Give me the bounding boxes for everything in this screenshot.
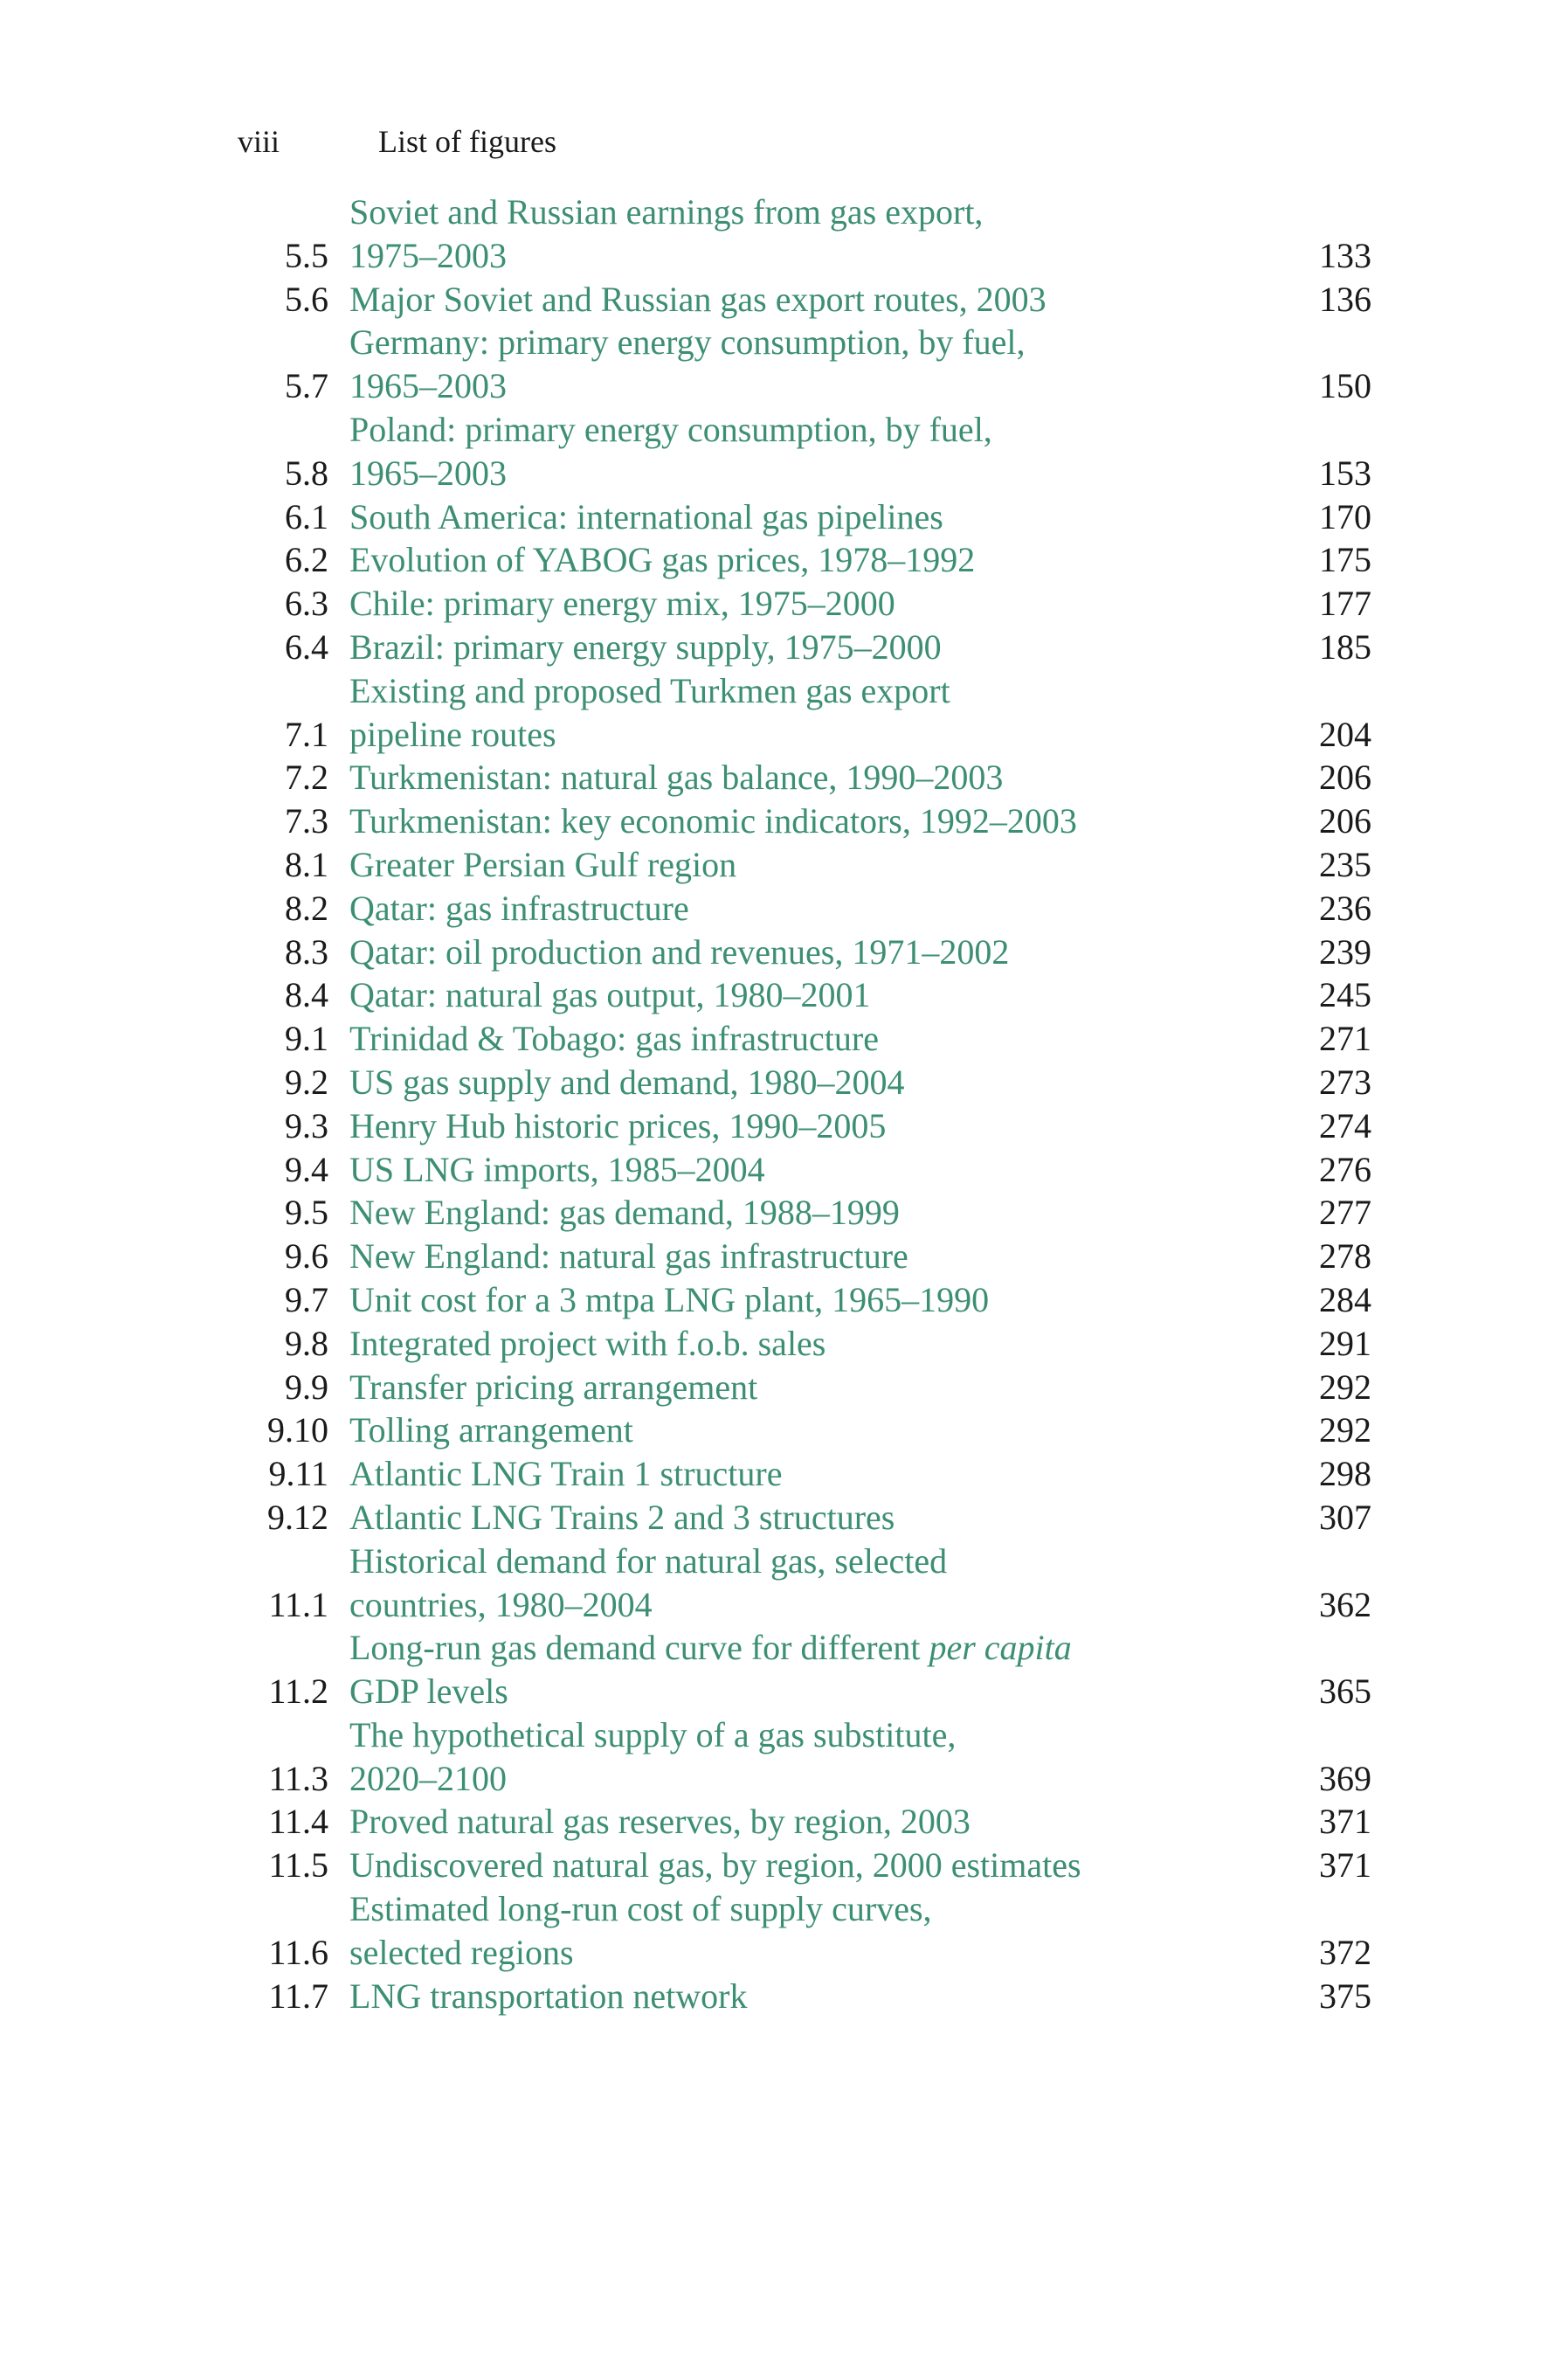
page-number: 185 (1319, 626, 1371, 667)
figure-title-line: Atlantic LNG Trains 2 and 3 structures (349, 1497, 895, 1537)
figure-number: 11.3 (268, 1758, 328, 1798)
page-number: 365 (1319, 1671, 1371, 1712)
figure-title-italic: per capita (929, 1628, 1072, 1668)
figure-entry[interactable] (201, 1235, 1371, 1278)
figure-title-line: Existing and proposed Turkmen gas export (349, 670, 950, 710)
figure-entry[interactable] (201, 495, 1371, 539)
figure-number: 9.4 (285, 1149, 328, 1189)
figure-number: 9.2 (285, 1062, 328, 1102)
figure-number: 7.2 (285, 758, 328, 798)
page-number: 136 (1319, 279, 1371, 319)
figure-title-line: Long-run gas demand curve for different (349, 1628, 921, 1668)
figure-title-link[interactable] (328, 887, 1171, 931)
figure-entry[interactable] (201, 843, 1371, 887)
figure-entry[interactable] (201, 1844, 1371, 1887)
list-of-figures (201, 190, 1371, 2017)
figure-title-link[interactable] (328, 1713, 1171, 1801)
figure-title-link[interactable] (328, 1452, 1171, 1496)
figure-number: 9.12 (267, 1497, 328, 1537)
figure-title-line: South America: international gas pipelines (349, 496, 943, 536)
figure-title-line: The hypothetical supply of a gas substitute, (349, 1714, 957, 1754)
figure-entry[interactable] (201, 626, 1371, 669)
figure-number: 11.7 (268, 1976, 328, 2016)
figure-title-line: US gas supply and demand, 1980–2004 (349, 1062, 905, 1102)
figure-number: 11.5 (268, 1845, 328, 1886)
figure-number: 5.8 (285, 453, 328, 493)
figure-title-continuation: 1965–2003 (349, 366, 507, 406)
page-number: 175 (1319, 540, 1371, 580)
figure-entry[interactable] (201, 1104, 1371, 1148)
figure-title-line: Poland: primary energy consumption, by fuel, (349, 409, 992, 449)
figure-number: 9.11 (268, 1454, 328, 1494)
figure-number: 9.7 (285, 1279, 328, 1319)
figure-title-link[interactable] (328, 1235, 1171, 1278)
figure-number: 9.1 (285, 1019, 328, 1059)
figure-number: 8.2 (285, 888, 328, 928)
page-number: 206 (1319, 758, 1371, 798)
figure-title-line: Germany: primary energy consumption, by fuel, (349, 322, 1026, 363)
figure-entry[interactable] (201, 1800, 1371, 1844)
page-number: 298 (1319, 1454, 1371, 1494)
page-number: 273 (1319, 1062, 1371, 1102)
figure-title-link[interactable] (328, 190, 1171, 278)
figure-entry[interactable] (201, 931, 1371, 974)
figure-title-line: Transfer pricing arrangement (349, 1367, 758, 1407)
figure-title-link[interactable] (328, 1017, 1171, 1061)
figure-title-line: Undiscovered natural gas, by region, 2000 estimates (349, 1845, 1081, 1886)
page-number: 235 (1319, 844, 1371, 884)
figure-title-line: Turkmenistan: natural gas balance, 1990–2003 (349, 758, 1004, 798)
figure-title-link[interactable] (328, 538, 1171, 582)
figure-entry[interactable] (201, 278, 1371, 322)
running-head (238, 122, 556, 161)
page-number: 372 (1319, 1932, 1371, 1972)
figure-title-link[interactable] (328, 626, 1171, 669)
figure-entry[interactable] (201, 1017, 1371, 1061)
figure-title-link[interactable] (328, 756, 1171, 799)
page-number: 204 (1319, 714, 1371, 754)
figure-title-line: Soviet and Russian earnings from gas export, (349, 192, 984, 232)
figure-number: 9.10 (267, 1410, 328, 1450)
figure-entry[interactable] (201, 321, 1371, 408)
figure-entry[interactable] (201, 1496, 1371, 1540)
figure-entry[interactable] (201, 1191, 1371, 1235)
page-number: 307 (1319, 1497, 1371, 1537)
figure-entry[interactable] (201, 1452, 1371, 1496)
figure-number: 11.4 (268, 1802, 328, 1842)
figure-title-link[interactable] (328, 1975, 1171, 2018)
figure-title-continuation: 1965–2003 (349, 453, 507, 493)
running-title: List of figures (378, 124, 556, 159)
figure-number: 7.1 (285, 714, 328, 754)
page-number: 278 (1319, 1236, 1371, 1277)
figure-title-line: LNG transportation network (349, 1976, 748, 2016)
figure-entry[interactable] (201, 1540, 1371, 1627)
page-number: 153 (1319, 453, 1371, 493)
figure-title-link[interactable] (328, 321, 1171, 408)
figure-number: 6.1 (285, 496, 328, 536)
figure-entry[interactable] (201, 756, 1371, 799)
figure-title-continuation: countries, 1980–2004 (349, 1584, 653, 1624)
page-number: 375 (1319, 1976, 1371, 2016)
figure-title-line: Atlantic LNG Train 1 structure (349, 1454, 783, 1494)
page-folio: viii (238, 124, 280, 159)
figure-title-link[interactable] (328, 1800, 1171, 1844)
figure-title-line: US LNG imports, 1985–2004 (349, 1149, 765, 1189)
figure-number: 9.6 (285, 1236, 328, 1277)
figure-number: 5.5 (285, 235, 328, 275)
page-number: 239 (1319, 931, 1371, 972)
figure-title-link[interactable] (328, 1887, 1171, 1975)
figure-entry[interactable] (201, 1322, 1371, 1366)
figure-number: 5.6 (285, 279, 328, 319)
figure-entry[interactable] (201, 1887, 1371, 1975)
figure-entry[interactable] (201, 669, 1371, 757)
figure-title-line: New England: natural gas infrastructure (349, 1236, 908, 1277)
figure-number: 6.4 (285, 626, 328, 667)
figure-title-line: Historical demand for natural gas, selected (349, 1540, 948, 1581)
figure-entry[interactable] (201, 538, 1371, 582)
figure-title-line: Brazil: primary energy supply, 1975–2000 (349, 626, 942, 667)
figure-title-link[interactable] (328, 1191, 1171, 1235)
figure-title-link[interactable] (328, 1496, 1171, 1540)
figure-title-link[interactable] (328, 278, 1171, 322)
figure-title-link[interactable] (328, 1366, 1171, 1409)
page-number: 150 (1319, 366, 1371, 406)
figure-entry[interactable] (201, 887, 1371, 931)
figure-title-link[interactable] (328, 1626, 1171, 1713)
figure-entry[interactable] (201, 799, 1371, 843)
figure-title-link[interactable] (328, 843, 1171, 887)
figure-number: 9.9 (285, 1367, 328, 1407)
page-number: 206 (1319, 801, 1371, 841)
page-number: 362 (1319, 1584, 1371, 1624)
figure-title-continuation: GDP levels (349, 1671, 508, 1712)
figure-title-continuation: 1975–2003 (349, 235, 507, 275)
figure-title-line: Qatar: natural gas output, 1980–2001 (349, 975, 871, 1015)
figure-title-line: Estimated long-run cost of supply curves, (349, 1889, 932, 1929)
page-number: 371 (1319, 1845, 1371, 1886)
figure-title-line: Tolling arrangement (349, 1410, 633, 1450)
page-number: 271 (1319, 1019, 1371, 1059)
figure-title-line: Henry Hub historic prices, 1990–2005 (349, 1105, 887, 1145)
figure-number: 9.5 (285, 1193, 328, 1233)
figure-entry[interactable] (201, 1975, 1371, 2018)
page-number: 245 (1319, 975, 1371, 1015)
page-number: 291 (1319, 1323, 1371, 1363)
figure-entry[interactable] (201, 582, 1371, 626)
page-number: 177 (1319, 584, 1371, 624)
figure-title-link[interactable] (328, 931, 1171, 974)
figure-title-line: Trinidad & Tobago: gas infrastructure (349, 1019, 879, 1059)
figure-entry[interactable] (201, 973, 1371, 1017)
figure-title-line: Greater Persian Gulf region (349, 844, 737, 884)
figure-title-link[interactable] (328, 1104, 1171, 1148)
figure-title-line: Chile: primary energy mix, 1975–2000 (349, 584, 895, 624)
figure-entry[interactable] (201, 408, 1371, 495)
figure-title-link[interactable] (328, 582, 1171, 626)
figure-number: 11.1 (268, 1584, 328, 1624)
page-number: 277 (1319, 1193, 1371, 1233)
figure-title-link[interactable] (328, 495, 1171, 539)
figure-entry[interactable] (201, 190, 1371, 278)
figure-entry[interactable] (201, 1408, 1371, 1452)
figure-title-link[interactable] (328, 1148, 1171, 1192)
figure-number: 9.8 (285, 1323, 328, 1363)
figure-number: 9.3 (285, 1105, 328, 1145)
figure-number: 11.2 (268, 1671, 328, 1712)
figure-title-line: Turkmenistan: key economic indicators, 1992–2003 (349, 801, 1077, 841)
figure-number: 6.3 (285, 584, 328, 624)
figure-title-link[interactable] (328, 1278, 1171, 1322)
figure-title-line: Evolution of YABOG gas prices, 1978–1992 (349, 540, 976, 580)
figure-title-continuation: 2020–2100 (349, 1758, 507, 1798)
figure-number: 8.3 (285, 931, 328, 972)
figure-title-link[interactable] (328, 669, 1171, 757)
page-number: 274 (1319, 1105, 1371, 1145)
figure-title-line: Qatar: gas infrastructure (349, 888, 689, 928)
figure-title-line: Integrated project with f.o.b. sales (349, 1323, 826, 1363)
page-number: 276 (1319, 1149, 1371, 1189)
figure-entry[interactable] (201, 1148, 1371, 1192)
page-number: 170 (1319, 496, 1371, 536)
page-number: 284 (1319, 1279, 1371, 1319)
page-number: 371 (1319, 1802, 1371, 1842)
figure-title-line: Qatar: oil production and revenues, 1971–2002 (349, 931, 1010, 972)
figure-title-line: New England: gas demand, 1988–1999 (349, 1193, 900, 1233)
figure-title-line: Proved natural gas reserves, by region, 2003 (349, 1802, 971, 1842)
page-number: 292 (1319, 1367, 1371, 1407)
page-number: 369 (1319, 1758, 1371, 1798)
page-number: 236 (1319, 888, 1371, 928)
figure-entry[interactable] (201, 1626, 1371, 1713)
figure-title-link[interactable] (328, 1408, 1171, 1452)
figure-entry[interactable] (201, 1278, 1371, 1322)
figure-title-link[interactable] (328, 1844, 1171, 1887)
page-number: 133 (1319, 235, 1371, 275)
figure-title-link[interactable] (328, 973, 1171, 1017)
page-number: 292 (1319, 1410, 1371, 1450)
figure-title-link[interactable] (328, 799, 1171, 843)
figure-entry[interactable] (201, 1366, 1371, 1409)
figure-number: 8.1 (285, 844, 328, 884)
figure-title-link[interactable] (328, 1061, 1171, 1104)
figure-title-link[interactable] (328, 408, 1171, 495)
figure-number: 5.7 (285, 366, 328, 406)
figure-title-line: Unit cost for a 3 mtpa LNG plant, 1965–1990 (349, 1279, 990, 1319)
figure-number: 7.3 (285, 801, 328, 841)
figure-entry[interactable] (201, 1061, 1371, 1104)
figure-title-line: Major Soviet and Russian gas export routes, 2003 (349, 279, 1046, 319)
figure-title-continuation: selected regions (349, 1932, 574, 1972)
figure-title-link[interactable] (328, 1322, 1171, 1366)
figure-entry[interactable] (201, 1713, 1371, 1801)
figure-title-link[interactable] (328, 1540, 1171, 1627)
figure-number: 11.6 (268, 1932, 328, 1972)
figure-title-continuation: pipeline routes (349, 714, 556, 754)
figure-number: 8.4 (285, 975, 328, 1015)
figure-number: 6.2 (285, 540, 328, 580)
